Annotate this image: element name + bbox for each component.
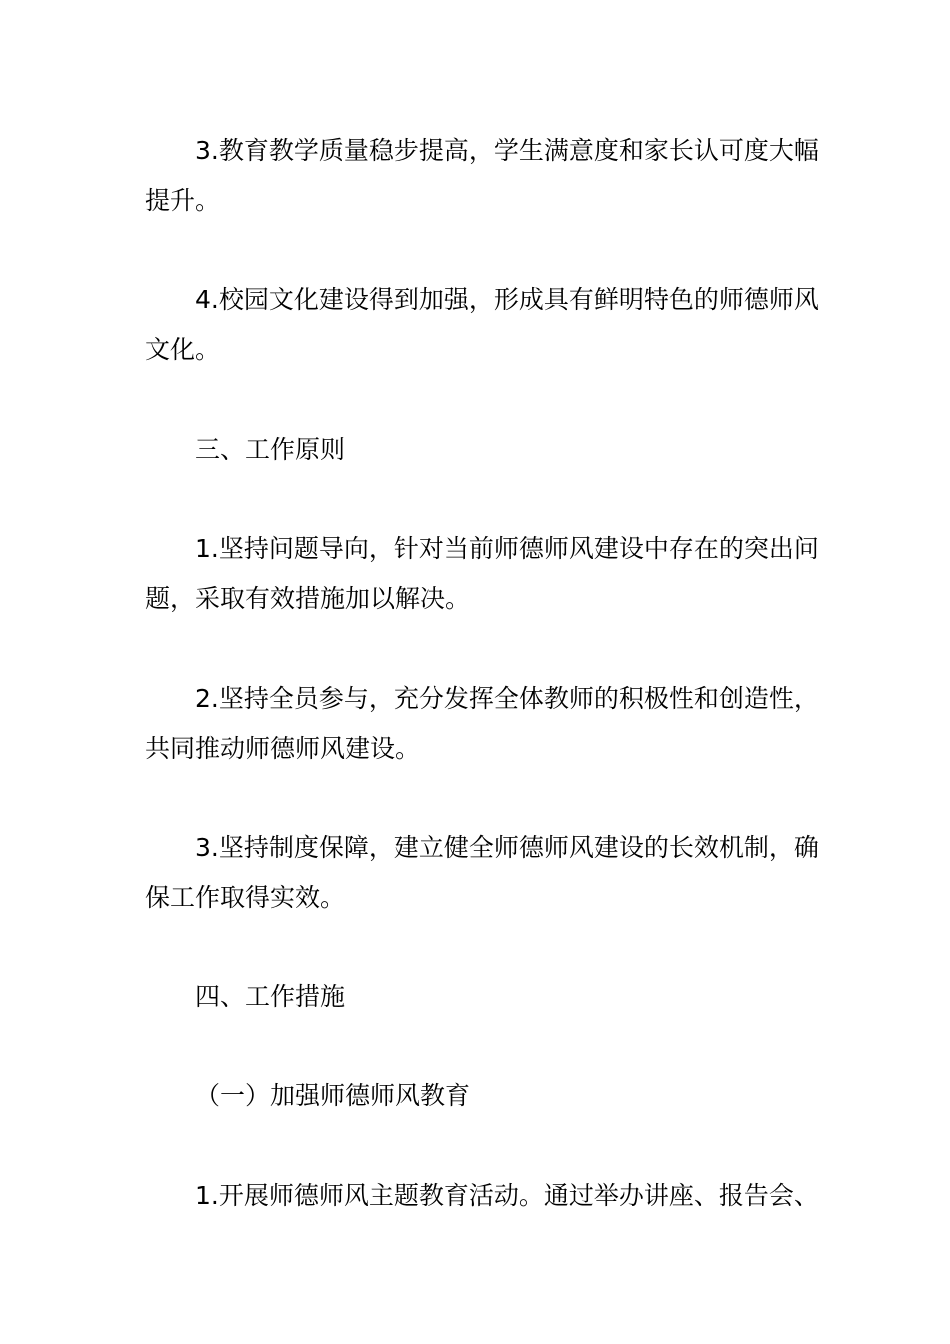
section-heading-measures: 四、工作措施 xyxy=(195,982,346,1011)
paragraph-principle-2: 2.坚持全员参与，充分发挥全体教师的积极性和创造性，共同推动师德师风建设。 xyxy=(145,684,819,763)
section-heading-principles: 三、工作原则 xyxy=(195,435,346,464)
paragraph-measure-1: 1.开展师德师风主题教育活动。通过举办讲座、报告会、 xyxy=(195,1181,819,1210)
paragraph-goal-3: 3.教育教学质量稳步提高，学生满意度和家长认可度大幅提升。 xyxy=(145,136,819,215)
paragraph-principle-1: 1.坚持问题导向，针对当前师德师风建设中存在的突出问题，采取有效措施加以解决。 xyxy=(145,534,819,613)
subsection-heading-education: （一）加强师德师风教育 xyxy=(195,1081,471,1110)
paragraph-principle-3: 3.坚持制度保障，建立健全师德师风建设的长效机制，确保工作取得实效。 xyxy=(145,833,819,912)
paragraph-goal-4: 4.校园文化建设得到加强，形成具有鲜明特色的师德师风文化。 xyxy=(145,285,819,364)
